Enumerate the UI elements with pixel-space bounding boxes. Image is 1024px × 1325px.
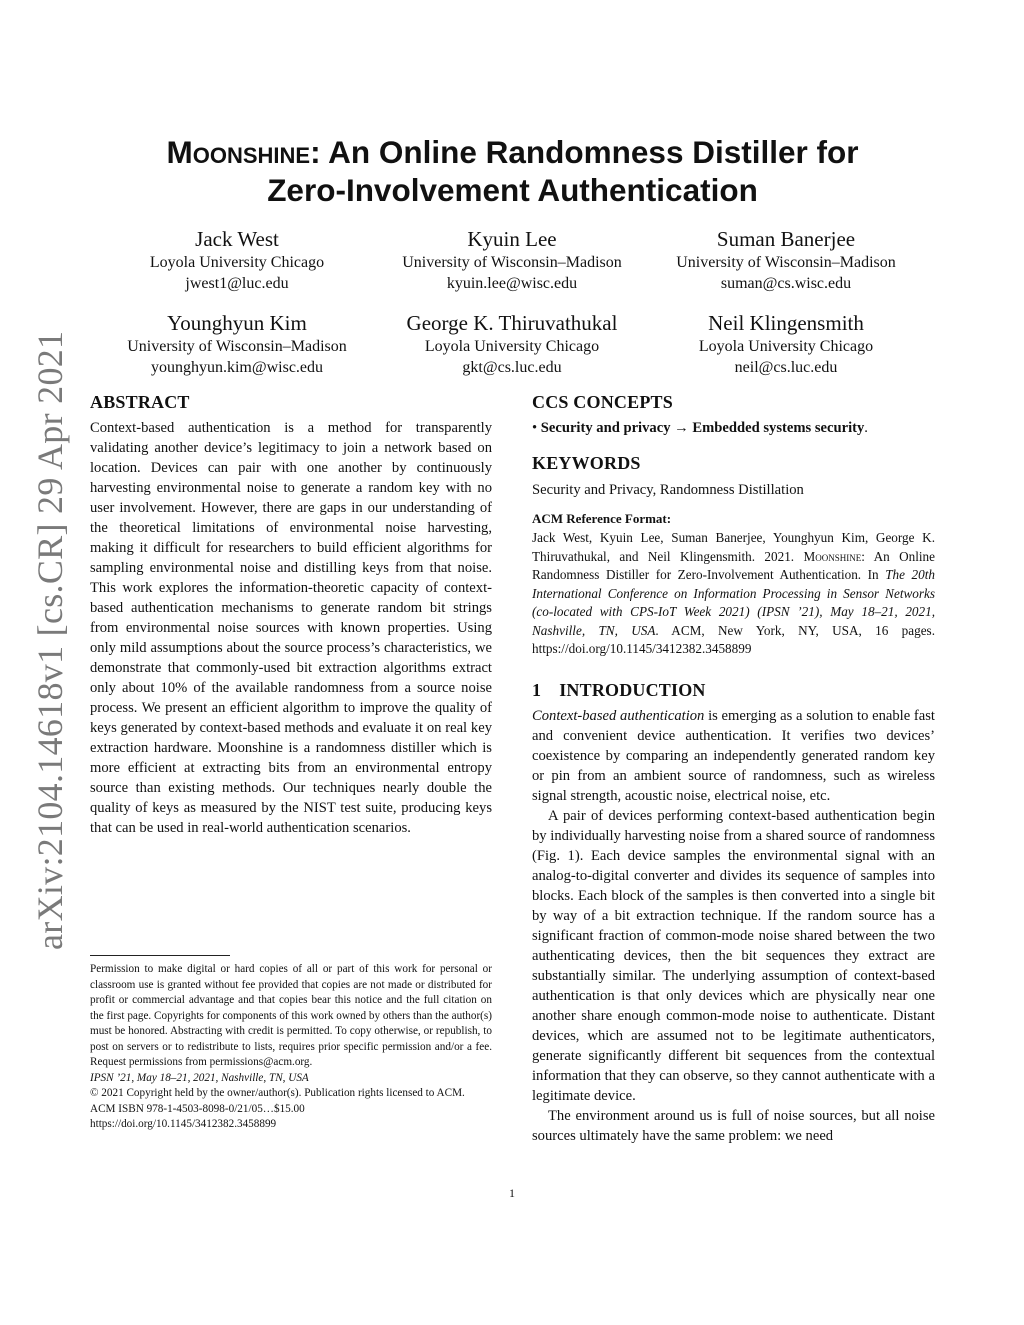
copyright-line: © 2021 Copyright held by the owner/author(s). Publication rights licensed to ACM. [90,1087,465,1099]
title-line-2: Zero-Involvement Authentication [267,172,758,208]
acm-ref-authors-year: Jack West, Kyuin Lee, Suman Banerjee, Younghyun Kim, George K. Thiruvathukal, and Neil Klingensmith. 2021. [532,530,935,564]
acm-ref-title: : An Online Randomness Distiller for Zero-Involvement Authentication. In [532,548,935,582]
doi-link[interactable]: https://doi.org/10.1145/3412382.3458899 [90,1118,277,1130]
ccs-concept-security-privacy: Security and privacy [540,420,671,436]
author-affiliation: Loyola University Chicago [424,338,600,355]
ccs-heading: CCS CONCEPTS [532,392,673,412]
author-block [646,310,926,378]
system-name: Moonshine [166,134,311,170]
author-name: Kyuin Lee [467,227,557,251]
author-block [646,226,926,294]
title-line-1 [90,133,935,171]
acm-ref-system-name: Moonshine [803,548,862,564]
keywords-heading: KEYWORDS [532,453,641,473]
venue-text: IPSN ’21, May 18–21, 2021, Nashville, TN, USA [90,1071,309,1084]
author-affiliation: University of Wisconsin–Madison [402,254,622,271]
author-name: Suman Banerjee [716,227,856,251]
abstract-heading: ABSTRACT [90,392,190,412]
author-affiliation: University of Wisconsin–Madison [676,254,896,271]
ccs-concepts-line [532,418,935,438]
venue-line [90,1071,492,1087]
author-block [372,310,652,378]
permission-notice: Permission to make digital or hard copies of all or part of this work for personal or classroom use is granted without fee provided that copies are not made or distributed for profit or commercial advantage and that copies bear this notice and the full citation on the first page. Copyrights for components of this work owned by others than the author(s) must be honored. Abstracting with credit is permitted. To copy otherwise, or republish, to post on servers or to redistribute to lists, requires prior specific permission and/or a fee. Request permissions from permissions@acm.org. [90,963,492,1068]
author-email[interactable]: jwest1@luc.edu [185,275,289,292]
acm-ref-proceedings: The 20th International Conference on Information Processing in Sensor Networks (co-located with CPS-IoT Week 2021) (IPSN ’21), May 18–21, 2021, Nashville, TN, USA [532,567,936,638]
author-name: Jack West [195,227,279,251]
author-affiliation: University of Wisconsin–Madison [127,338,347,355]
copyright-footnote [90,962,492,1133]
acm-reference-heading: ACM Reference Format: [532,511,672,526]
arrow-right-icon: → [674,420,689,436]
intro-paragraph-1 [532,706,935,806]
author-email[interactable]: younghyun.kim@wisc.edu [150,359,324,376]
keywords-text: Security and Privacy, Randomness Distillation [532,482,804,498]
ccs-bullet: • [532,420,538,436]
isbn-line: ACM ISBN 978-1-4503-8098-0/21/05…$15.00 [90,1102,305,1115]
introduction-heading [532,679,935,701]
intro-term-context-auth: Context-based authentication [532,707,705,724]
author-block [97,226,377,294]
ccs-concept-embedded-security: Embedded systems security [692,420,865,436]
author-affiliation: Loyola University Chicago [698,338,874,355]
intro-paragraph-2: A pair of devices performing context-based authentication begin by individually harvesting noise from a shared source of randomness (Fig. 1). Each device samples the environmental signal with an analog-to-digital converter and divides its sequence of samples into blocks. Each block of the samples is then converted into a single bit by way of a bit extraction technique. If the random source has a significant fraction of common-mode noise shared between the two authenticating devices, then the bit sequences they extract are substantially similar. The underlying assumption of context-based authentication is that only devices which are physically near one another share enough common-mode noise to authenticate. Distant devices, which are assumed not to be legitimate authenticators, generate significantly different bit sequences from the contextual information that they can observe, so they cannot authenticate with a legitimate device. [532,807,935,1104]
author-affiliation: Loyola University Chicago [149,254,325,271]
title-line-1-rest: : An Online Randomness Distiller for [310,134,859,170]
ccs-period: . [864,420,868,436]
section-number: 1 [532,679,542,700]
author-email[interactable]: kyuin.lee@wisc.edu [446,275,578,292]
author-email[interactable]: suman@cs.wisc.edu [720,275,852,292]
author-name: Neil Klingensmith [708,311,864,335]
intro-paragraph-3: The environment around us is full of noise sources, but all noise sources ultimately have the same problem: we need [532,1107,935,1144]
right-column [532,391,935,1146]
abstract-section [90,391,492,838]
section-title: INTRODUCTION [559,679,706,700]
arxiv-identifier-stamp[interactable]: arXiv:2104.14618v1 [cs.CR] 29 Apr 2021 [30,330,70,950]
author-block [372,226,652,294]
author-name: George K. Thiruvathukal [406,311,618,335]
acm-reference-text [532,529,935,659]
paper-title [90,133,935,209]
footnote-divider [90,955,230,956]
acm-ref-doi-link[interactable]: https://doi.org/10.1145/3412382.3458899 [532,641,752,656]
acm-ref-publisher: . ACM, New York, NY, USA, 16 pages. [655,622,935,638]
author-email[interactable]: gkt@cs.luc.edu [462,359,562,376]
author-name: Younghyun Kim [167,311,307,335]
page-number: 1 [509,1186,515,1200]
abstract-text: Context-based authentication is a method for transparently validating another device’s legitimacy to join a network based on location. Devices can pair with one another by continuously harvesting environmental noise to generate a random key with no user involvement. However, there are gaps in our understanding of the theoretical limitations of environmental noise harvesting, making it difficult for researchers to build efficient algorithms for sampling environmental noise and distilling keys from that noise. This work explores the information-theoretic capacity of context-based authentication mechanisms to generate random bit strings from environmental noise sources with known properties. Using only mild assumptions about the source process’s characteristics, we demonstrate that commonly-used bit extraction algorithms extract only about 10% of the available randomness from a source noise process. We present an efficient algorithm to improve the quality of keys generated by context-based methods and evaluate it on real key extraction hardware. Moonshine is a randomness distiller which is more efficient at extracting bits from an environmental entropy source than existing methods. Our techniques nearly double the quality of keys as measured by the NIST test suite, producing keys that can be used in real-world authentication scenarios. [90,420,492,836]
author-block [97,310,377,378]
intro-p1-text: is emerging as a solution to enable fast and convenient device authentication. It verifies two devices’ coexistence by comparing an independently generated random key or pin from an ambient source of randomness, such as wireless signal strength, acoustic noise, electrical noise, etc. [532,707,935,804]
author-email[interactable]: neil@cs.luc.edu [734,359,838,376]
